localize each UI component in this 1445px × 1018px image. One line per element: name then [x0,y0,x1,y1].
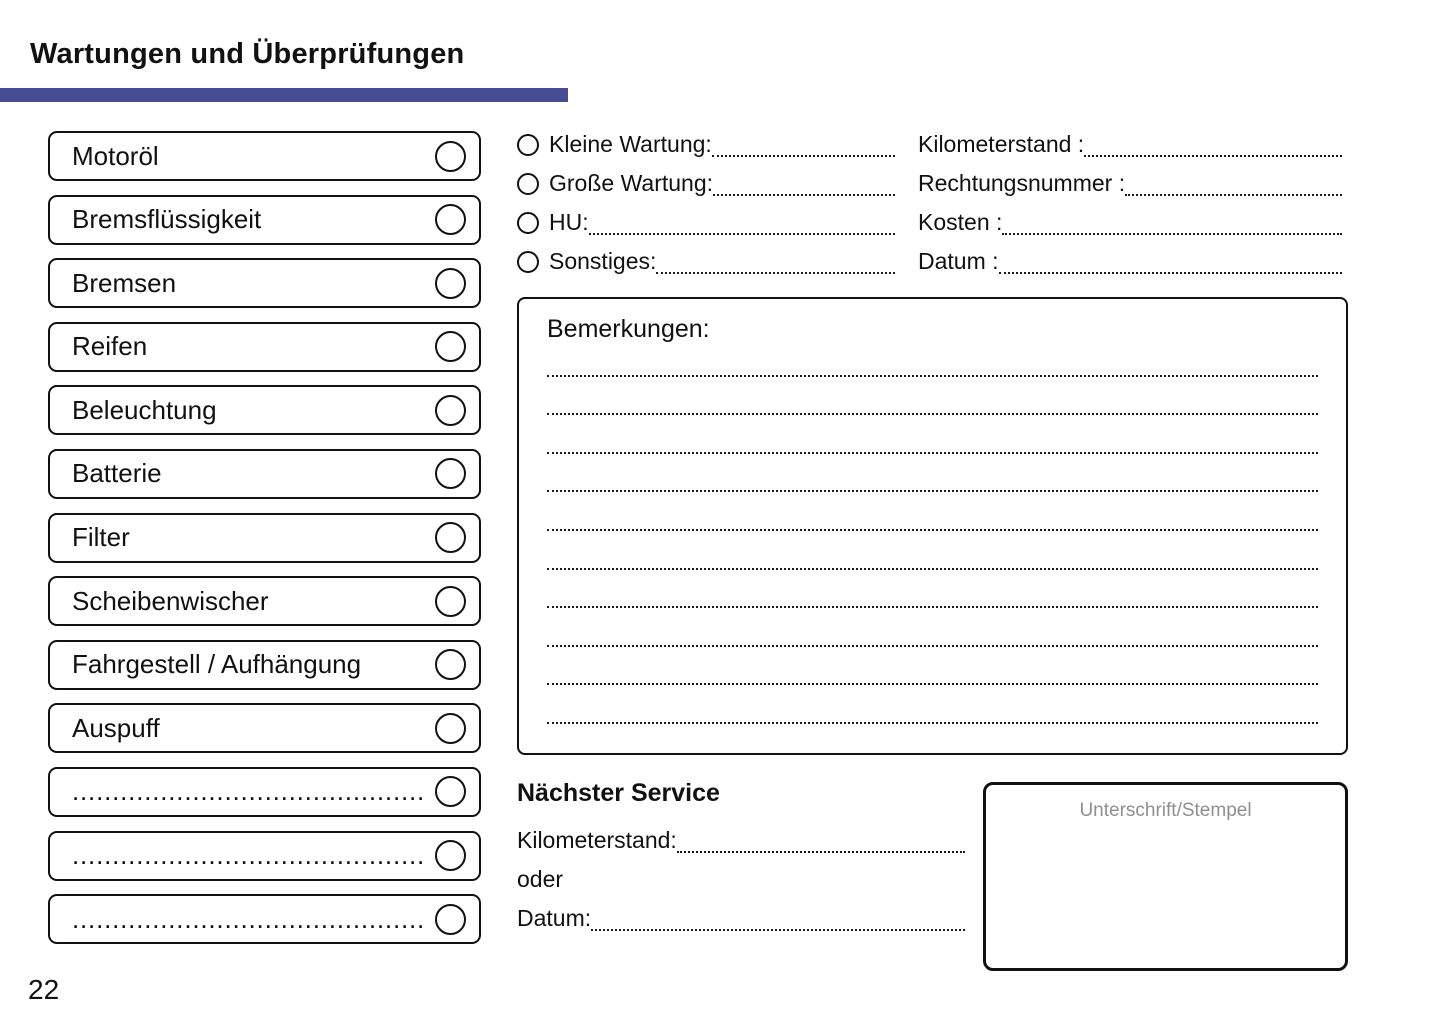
checklist-item-blank-3 [48,894,481,944]
checklist-item-bremsen [48,258,481,308]
checklist-label: Bremsen [72,267,177,298]
dotted-fill-line [713,194,895,196]
page-number: 22 [28,974,60,1005]
remarks-line [547,608,1318,647]
check-circle [435,840,466,871]
checklist-label: Reifen [72,331,148,362]
dotted-fill-line [712,155,895,157]
remarks-line [547,570,1318,609]
service-option-label: Große Wartung: [549,170,714,196]
next-service-section [517,779,965,938]
checklist-item-reifen [48,322,481,372]
radio-circle [517,173,539,195]
radio-circle [517,251,539,273]
radio-circle [517,134,539,156]
field-datum [918,242,1342,281]
remarks-line [547,531,1318,570]
dotted-fill-line [999,272,1342,274]
service-type-options [517,125,895,281]
page-title: Wartungen und Überprüfungen [30,38,465,70]
field-label: Datum : [918,248,999,274]
service-option-grosse-wartung [517,164,895,203]
check-circle [435,395,466,426]
service-option-label: HU: [549,209,589,235]
field-kilometerstand [918,125,1342,164]
radio-circle [517,212,539,234]
check-circle [435,331,466,362]
check-circle [435,458,466,489]
check-circle [435,713,466,744]
field-label: Rechtungsnummer : [918,170,1126,196]
remarks-line [547,454,1318,493]
check-circle [435,649,466,680]
signature-stamp-box [983,782,1348,971]
field-kosten [918,203,1342,242]
dotted-fill-line [1002,233,1342,235]
service-detail-fields [918,125,1342,281]
checklist-label: Beleuchtung [72,394,217,425]
service-option-hu [517,203,895,242]
remarks-line [547,338,1318,377]
service-option-label: Kleine Wartung: [549,131,712,157]
field-label: Kosten : [918,209,1003,235]
remarks-box [517,297,1348,755]
field-label: Kilometerstand: [517,827,677,853]
dotted-fill-line [677,851,965,853]
dotted-fill-line [589,233,895,235]
field-label: Datum: [517,905,592,931]
next-service-or-row [517,860,965,899]
checklist-item-motoroel [48,131,481,181]
checklist-item-scheibenwischer [48,576,481,626]
check-circle [435,586,466,617]
dotted-fill-line [591,929,965,931]
check-circle [435,268,466,299]
next-service-title: Nächster Service [517,779,720,807]
checklist-label: Batterie [72,458,162,489]
remarks-title: Bemerkungen: [547,315,710,343]
field-label: Kilometerstand : [918,131,1085,157]
checklist-item-beleuchtung [48,385,481,435]
checklist-blank-label: ............................................ [72,840,426,871]
checklist-label: Motoröl [72,140,159,171]
or-label: oder [517,866,564,892]
check-circle [435,141,466,172]
checklist-blank-label: ............................................ [72,776,426,807]
next-service-date-row [517,899,965,938]
service-option-sonstiges [517,242,895,281]
accent-bar [0,88,568,102]
service-option-label: Sonstiges: [549,248,657,274]
remarks-line [547,492,1318,531]
checklist-item-filter [48,513,481,563]
checklist-label: Bremsflüssigkeit [72,204,262,235]
remarks-line [547,685,1318,724]
remarks-line [547,647,1318,686]
dotted-fill-line [1084,155,1342,157]
check-circle [435,204,466,235]
remarks-line [547,377,1318,416]
remarks-line [547,415,1318,454]
checklist-label: Auspuff [72,712,160,743]
check-circle [435,522,466,553]
checklist-item-fahrgestell [48,640,481,690]
check-circle [435,776,466,807]
checklist-item-auspuff [48,703,481,753]
checklist-label: Filter [72,522,130,553]
checklist-item-bremsfluessigkeit [48,195,481,245]
service-option-kleine-wartung [517,125,895,164]
dotted-fill-line [1125,194,1342,196]
next-service-km-row [517,821,965,860]
checklist-item-blank-2 [48,831,481,881]
remarks-lines [547,299,1318,724]
checklist-item-blank-1 [48,767,481,817]
checklist [48,131,481,944]
check-circle [435,904,466,935]
field-rechtungsnummer [918,164,1342,203]
checklist-item-batterie [48,449,481,499]
dotted-fill-line [656,272,895,274]
checklist-blank-label: ............................................ [72,903,426,934]
signature-stamp-label: Unterschrift/Stempel [1079,800,1252,821]
checklist-label: Fahrgestell / Aufhängung [72,649,362,680]
checklist-label: Scheibenwischer [72,585,269,616]
